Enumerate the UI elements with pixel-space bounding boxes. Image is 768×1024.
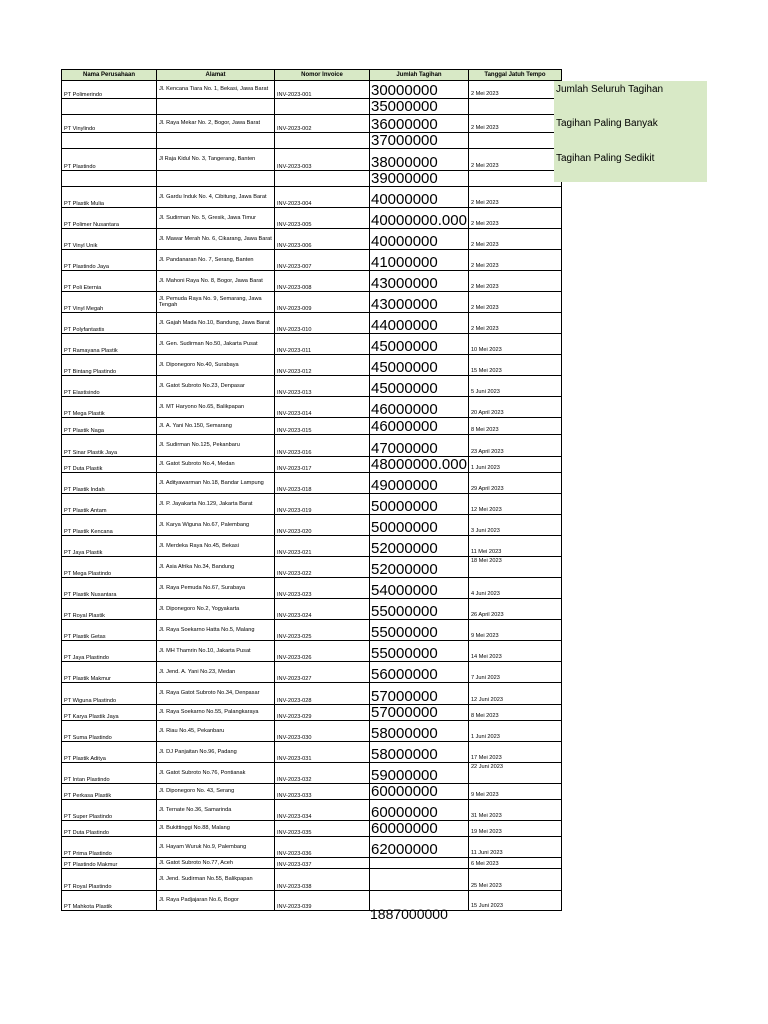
address-cell[interactable]: Jl. Gatot Subroto No.77, Aceh bbox=[157, 858, 275, 869]
amount-cell[interactable]: 54000000 bbox=[370, 578, 469, 599]
company-cell[interactable]: PT Plastik Nusantara bbox=[62, 578, 157, 599]
table-row bbox=[62, 515, 562, 536]
amount-cell[interactable]: 60000000 bbox=[370, 784, 469, 800]
invoice-cell[interactable]: INV-2023-034 bbox=[275, 800, 370, 821]
invoice-cell[interactable]: INV-2023-027 bbox=[275, 662, 370, 683]
address-cell[interactable]: Jl. Raya Soekarno Hatta No.5, Malang bbox=[157, 620, 275, 641]
table-row bbox=[62, 837, 562, 858]
table-row bbox=[62, 536, 562, 557]
amount-cell[interactable]: 58000000 bbox=[370, 721, 469, 742]
invoice-cell[interactable]: INV-2023-031 bbox=[275, 742, 370, 763]
address-cell[interactable]: Jl. Pandanaran No. 7, Serang, Banten bbox=[157, 250, 275, 271]
company-cell[interactable]: PT Poli Eternia bbox=[62, 271, 157, 292]
amount-cell[interactable]: 47000000 bbox=[370, 435, 469, 457]
amount-cell[interactable]: 36000000 bbox=[370, 115, 469, 133]
company-cell[interactable]: PT Vinylindo bbox=[62, 115, 157, 133]
company-cell[interactable]: PT Plastik Indah bbox=[62, 473, 157, 494]
invoice-cell[interactable]: INV-2023-036 bbox=[275, 837, 370, 858]
due-date-cell[interactable]: 2 Mei 2023 bbox=[468, 81, 561, 99]
address-cell[interactable]: Jl. Sudirman No.125, Pekanbaru bbox=[157, 435, 275, 457]
invoice-cell[interactable]: INV-2023-001 bbox=[275, 81, 370, 99]
company-cell[interactable]: PT Vinyl Unik bbox=[62, 229, 157, 250]
due-date-cell[interactable]: 11 Mei 2023 bbox=[468, 536, 561, 557]
address-cell[interactable]: Jl. Raya Mekar No. 2, Bogor, Jawa Barat bbox=[157, 115, 275, 133]
company-cell[interactable]: PT Elastisindo bbox=[62, 376, 157, 397]
company-cell[interactable]: PT Plastik Kencana bbox=[62, 515, 157, 536]
amount-cell[interactable]: 55000000 bbox=[370, 620, 469, 641]
table-row bbox=[62, 662, 562, 683]
invoice-cell[interactable]: INV-2023-005 bbox=[275, 208, 370, 229]
amount-cell[interactable]: 40000000 bbox=[370, 187, 469, 208]
table-row bbox=[62, 292, 562, 313]
due-date-cell[interactable]: 2 Mei 2023 bbox=[468, 292, 561, 313]
address-cell[interactable]: Jl. Jend. Sudirman No.55, Balikpapan bbox=[157, 869, 275, 891]
invoice-cell[interactable]: INV-2023-009 bbox=[275, 292, 370, 313]
address-cell[interactable]: Jl. Jend. A. Yani No.23, Medan bbox=[157, 662, 275, 683]
due-date-cell[interactable]: 11 Juni 2023 bbox=[468, 837, 561, 858]
due-date-cell[interactable]: 4 Juni 2023 bbox=[468, 578, 561, 599]
table-row bbox=[62, 171, 562, 187]
invoice-cell[interactable]: INV-2023-008 bbox=[275, 271, 370, 292]
address-cell[interactable]: Jl. Adityawarman No.18, Bandar Lampung bbox=[157, 473, 275, 494]
table-row bbox=[62, 683, 562, 705]
header-due-date[interactable]: Tanggal Jatuh Tempo bbox=[468, 70, 561, 81]
table-row bbox=[62, 494, 562, 515]
company-cell[interactable]: PT Jaya Plastik bbox=[62, 536, 157, 557]
invoice-cell[interactable]: INV-2023-004 bbox=[275, 187, 370, 208]
table-row bbox=[62, 557, 562, 578]
company-cell[interactable]: PT Perkasa Plastik bbox=[62, 784, 157, 800]
company-cell[interactable]: PT Duta Plastindo bbox=[62, 821, 157, 837]
table-row bbox=[62, 250, 562, 271]
header-address[interactable]: Alamat bbox=[157, 70, 275, 81]
due-date-cell[interactable] bbox=[468, 171, 561, 187]
company-cell[interactable]: PT Karya Plastik Jaya bbox=[62, 705, 157, 721]
table-row bbox=[62, 578, 562, 599]
address-cell[interactable]: Jl. Diponegoro No.2, Yogyakarta bbox=[157, 599, 275, 620]
address-cell[interactable]: Jl. Gajah Mada No.10, Bandung, Jawa Barat bbox=[157, 313, 275, 334]
invoice-cell[interactable]: INV-2023-033 bbox=[275, 784, 370, 800]
table-row bbox=[62, 763, 562, 784]
due-date-cell[interactable]: 17 Mei 2023 bbox=[468, 742, 561, 763]
company-cell[interactable]: PT Mega Plastindo bbox=[62, 557, 157, 578]
amount-cell[interactable]: 41000000 bbox=[370, 250, 469, 271]
address-cell[interactable]: Jl. Raya Pemuda No.67, Surabaya bbox=[157, 578, 275, 599]
due-date-cell[interactable]: 6 Mei 2023 bbox=[468, 858, 561, 869]
invoice-cell[interactable]: INV-2023-029 bbox=[275, 705, 370, 721]
amount-cell[interactable]: 55000000 bbox=[370, 641, 469, 662]
invoice-cell[interactable] bbox=[275, 171, 370, 187]
address-cell[interactable]: Jl Raja Kidul No. 3, Tangerang, Banten bbox=[157, 149, 275, 171]
due-date-cell[interactable]: 25 Mei 2023 bbox=[468, 869, 561, 891]
invoice-cell[interactable]: INV-2023-007 bbox=[275, 250, 370, 271]
company-cell[interactable]: PT Mahkota Plastik bbox=[62, 891, 157, 911]
table-row bbox=[62, 705, 562, 721]
invoice-cell[interactable]: INV-2023-016 bbox=[275, 435, 370, 457]
amount-cell[interactable]: 43000000 bbox=[370, 292, 469, 313]
address-cell[interactable]: Jl. Merdeka Raya No.45, Bekasi bbox=[157, 536, 275, 557]
invoice-cell[interactable]: INV-2023-013 bbox=[275, 376, 370, 397]
table-row bbox=[62, 435, 562, 457]
invoice-cell[interactable]: INV-2023-011 bbox=[275, 334, 370, 355]
company-cell[interactable]: PT Plastik Makmur bbox=[62, 662, 157, 683]
table-row bbox=[62, 149, 562, 171]
table-row bbox=[62, 721, 562, 742]
company-cell[interactable]: PT Ramayana Plastik bbox=[62, 334, 157, 355]
company-cell[interactable]: PT Plastik Aditya bbox=[62, 742, 157, 763]
table-row bbox=[62, 115, 562, 133]
company-cell[interactable]: PT Super Plastindo bbox=[62, 800, 157, 821]
amount-cell[interactable]: 58000000 bbox=[370, 742, 469, 763]
invoice-cell[interactable]: INV-2023-028 bbox=[275, 683, 370, 705]
table-row bbox=[62, 821, 562, 837]
due-date-cell[interactable]: 8 Mei 2023 bbox=[468, 705, 561, 721]
table-row bbox=[62, 376, 562, 397]
amount-cell[interactable]: 38000000 bbox=[370, 149, 469, 171]
invoice-cell[interactable]: INV-2023-002 bbox=[275, 115, 370, 133]
table-row bbox=[62, 208, 562, 229]
due-date-cell[interactable]: 5 Juni 2023 bbox=[468, 376, 561, 397]
invoice-cell[interactable]: INV-2023-021 bbox=[275, 536, 370, 557]
address-cell[interactable]: Jl. DJ Panjaitan No.96, Padang bbox=[157, 742, 275, 763]
address-cell[interactable]: Jl. Gatot Subroto No.4, Medan bbox=[157, 457, 275, 473]
header-invoice[interactable]: Nomor Invoice bbox=[275, 70, 370, 81]
amount-cell[interactable]: 52000000 bbox=[370, 536, 469, 557]
due-date-cell[interactable]: 2 Mei 2023 bbox=[468, 208, 561, 229]
due-date-cell[interactable] bbox=[468, 99, 561, 115]
company-cell[interactable]: PT Suma Plastindo bbox=[62, 721, 157, 742]
table-row bbox=[62, 784, 562, 800]
due-date-cell[interactable]: 12 Mei 2023 bbox=[468, 494, 561, 515]
invoice-cell[interactable]: INV-2023-015 bbox=[275, 418, 370, 435]
due-date-cell[interactable]: 2 Mei 2023 bbox=[468, 229, 561, 250]
table-row bbox=[62, 641, 562, 662]
address-cell[interactable]: Jl. MH Thamrin No.10, Jakarta Pusat bbox=[157, 641, 275, 662]
address-cell[interactable] bbox=[157, 133, 275, 149]
company-cell[interactable]: PT Duta Plastik bbox=[62, 457, 157, 473]
address-cell[interactable]: Jl. Bukittinggi No.88, Malang bbox=[157, 821, 275, 837]
address-cell[interactable]: Jl. Ternate No.36, Samarinda bbox=[157, 800, 275, 821]
due-date-cell[interactable]: 22 Juni 2023 bbox=[468, 763, 561, 784]
address-cell[interactable]: Jl. Raya Padjajaran No.6, Bogor bbox=[157, 891, 275, 911]
table-row bbox=[62, 271, 562, 292]
invoice-cell[interactable]: INV-2023-020 bbox=[275, 515, 370, 536]
amount-cell[interactable]: 60000000 bbox=[370, 821, 469, 837]
due-date-cell[interactable]: 14 Mei 2023 bbox=[468, 641, 561, 662]
due-date-cell[interactable]: 7 Juni 2023 bbox=[468, 662, 561, 683]
table-row bbox=[62, 229, 562, 250]
amount-cell[interactable]: 40000000.000 bbox=[370, 208, 469, 229]
address-cell[interactable]: Jl. Diponegoro No. 43, Serang bbox=[157, 784, 275, 800]
invoice-cell[interactable]: INV-2023-032 bbox=[275, 763, 370, 784]
company-cell[interactable]: PT Royal Plastik bbox=[62, 599, 157, 620]
invoice-cell[interactable]: INV-2023-024 bbox=[275, 599, 370, 620]
amount-cell[interactable]: 45000000 bbox=[370, 376, 469, 397]
company-cell[interactable]: PT Plastik Getas bbox=[62, 620, 157, 641]
company-cell[interactable]: PT Plastik Mulia bbox=[62, 187, 157, 208]
invoice-cell[interactable]: INV-2023-037 bbox=[275, 858, 370, 869]
due-date-cell[interactable]: 20 April 2023 bbox=[468, 397, 561, 418]
due-date-cell[interactable]: 23 April 2023 bbox=[468, 435, 561, 457]
invoice-cell[interactable]: INV-2023-026 bbox=[275, 641, 370, 662]
due-date-cell[interactable]: 15 Juni 2023 bbox=[468, 891, 561, 911]
invoice-cell[interactable]: INV-2023-030 bbox=[275, 721, 370, 742]
address-cell[interactable]: Jl. Hayam Wuruk No.9, Palembang bbox=[157, 837, 275, 858]
address-cell[interactable]: Jl. Asia Afrika No.34, Bandung bbox=[157, 557, 275, 578]
invoice-cell[interactable]: INV-2023-017 bbox=[275, 457, 370, 473]
company-cell[interactable]: PT Polimerindo bbox=[62, 81, 157, 99]
company-cell[interactable]: PT Plastik Antam bbox=[62, 494, 157, 515]
due-date-cell[interactable]: 31 Mei 2023 bbox=[468, 800, 561, 821]
table-row bbox=[62, 742, 562, 763]
company-cell[interactable]: PT Intan Plastindo bbox=[62, 763, 157, 784]
amount-cell[interactable]: 49000000 bbox=[370, 473, 469, 494]
address-cell[interactable]: Jl. Raya Soekarno No.55, Palangkaraya bbox=[157, 705, 275, 721]
address-cell[interactable]: Jl. MT Haryono No.65, Balikpapan bbox=[157, 397, 275, 418]
company-cell[interactable]: PT Wiguna Plastindo bbox=[62, 683, 157, 705]
company-cell[interactable]: PT Vinyl Megah bbox=[62, 292, 157, 313]
due-date-cell[interactable]: 2 Mei 2023 bbox=[468, 187, 561, 208]
amount-cell[interactable]: 57000000 bbox=[370, 683, 469, 705]
header-amount[interactable]: Jumlah Tagihan bbox=[370, 70, 469, 81]
table-row bbox=[62, 473, 562, 494]
invoice-cell[interactable]: INV-2023-006 bbox=[275, 229, 370, 250]
table-row bbox=[62, 457, 562, 473]
due-date-cell[interactable]: 2 Mei 2023 bbox=[468, 115, 561, 133]
amount-cell[interactable]: 57000000 bbox=[370, 705, 469, 721]
address-cell[interactable]: Jl. Kencana Tiara No. 1, Bekasi, Jawa Barat bbox=[157, 81, 275, 99]
due-date-cell[interactable]: 2 Mei 2023 bbox=[468, 271, 561, 292]
table-row bbox=[62, 133, 562, 149]
table-row bbox=[62, 313, 562, 334]
company-cell[interactable]: PT Plastindo Jaya bbox=[62, 250, 157, 271]
company-cell[interactable]: PT Polimer Nusantara bbox=[62, 208, 157, 229]
amount-cell[interactable]: 37000000 bbox=[370, 133, 469, 149]
due-date-cell[interactable]: 10 Mei 2023 bbox=[468, 334, 561, 355]
due-date-cell[interactable]: 2 Mei 2023 bbox=[468, 149, 561, 171]
due-date-cell[interactable]: 18 Mei 2023 bbox=[468, 557, 561, 578]
amount-cell[interactable]: 45000000 bbox=[370, 334, 469, 355]
due-date-cell[interactable]: 2 Mei 2023 bbox=[468, 313, 561, 334]
table-row bbox=[62, 418, 562, 435]
invoice-cell[interactable]: INV-2023-010 bbox=[275, 313, 370, 334]
company-cell[interactable]: PT Prima Plastindo bbox=[62, 837, 157, 858]
invoice-table bbox=[61, 69, 562, 911]
address-cell[interactable]: Jl. Sudirman No. 5, Gresik, Jawa Timur bbox=[157, 208, 275, 229]
invoice-cell[interactable]: INV-2023-003 bbox=[275, 149, 370, 171]
amount-cell[interactable] bbox=[370, 869, 469, 891]
table-row bbox=[62, 81, 562, 99]
address-cell[interactable]: Jl. Gardu Induk No. 4, Cibitung, Jawa Barat bbox=[157, 187, 275, 208]
address-cell[interactable]: Jl. Diponegoro No.40, Surabaya bbox=[157, 355, 275, 376]
amount-cell[interactable]: 39000000 bbox=[370, 171, 469, 187]
due-date-cell[interactable]: 9 Mei 2023 bbox=[468, 784, 561, 800]
due-date-cell[interactable]: 8 Mei 2023 bbox=[468, 418, 561, 435]
invoice-cell[interactable]: INV-2023-018 bbox=[275, 473, 370, 494]
due-date-cell[interactable] bbox=[468, 133, 561, 149]
invoice-cell[interactable]: INV-2023-023 bbox=[275, 578, 370, 599]
invoice-cell[interactable]: INV-2023-035 bbox=[275, 821, 370, 837]
table-row bbox=[62, 334, 562, 355]
min-label[interactable]: Tagihan Paling Sedikit bbox=[556, 153, 655, 164]
due-date-cell[interactable]: 12 Juni 2023 bbox=[468, 683, 561, 705]
address-cell[interactable]: Jl. Riau No.45, Pekanbaru bbox=[157, 721, 275, 742]
header-company[interactable]: Nama Perusahaan bbox=[62, 70, 157, 81]
company-cell[interactable] bbox=[62, 133, 157, 149]
table-row bbox=[62, 800, 562, 821]
amount-cell[interactable]: 30000000 bbox=[370, 81, 469, 99]
address-cell[interactable] bbox=[157, 171, 275, 187]
due-date-cell[interactable]: 1 Juni 2023 bbox=[468, 721, 561, 742]
amount-cell[interactable]: 43000000 bbox=[370, 271, 469, 292]
amount-cell[interactable]: 55000000 bbox=[370, 599, 469, 620]
due-date-cell[interactable]: 3 Juni 2023 bbox=[468, 515, 561, 536]
max-label[interactable]: Tagihan Paling Banyak bbox=[556, 118, 658, 129]
invoice-cell[interactable] bbox=[275, 99, 370, 115]
company-cell[interactable]: PT Mega Plastik bbox=[62, 397, 157, 418]
address-cell[interactable]: Jl. Pemuda Raya No. 9, Semarang, Jawa Tengah bbox=[157, 292, 275, 313]
amount-cell[interactable]: 48000000.000 bbox=[371, 456, 467, 473]
due-date-cell[interactable]: 19 Mei 2023 bbox=[468, 821, 561, 837]
address-cell[interactable]: Jl. Raya Gatot Subroto No.34, Denpasar bbox=[157, 683, 275, 705]
amount-cell[interactable]: 46000000 bbox=[370, 418, 469, 435]
due-date-cell[interactable]: 1 Juni 2023 bbox=[468, 457, 561, 473]
grand-total-value[interactable]: 1887000000 bbox=[370, 906, 448, 922]
amount-cell[interactable]: 35000000 bbox=[370, 99, 469, 115]
amount-cell[interactable]: 56000000 bbox=[370, 662, 469, 683]
table-row bbox=[62, 599, 562, 620]
amount-cell[interactable]: 44000000 bbox=[370, 313, 469, 334]
invoice-cell[interactable]: INV-2023-019 bbox=[275, 494, 370, 515]
due-date-cell[interactable]: 15 Mei 2023 bbox=[468, 355, 561, 376]
amount-cell[interactable]: 62000000 bbox=[370, 837, 469, 858]
amount-cell[interactable]: 52000000 bbox=[370, 557, 469, 578]
address-cell[interactable]: Jl. Gatot Subroto No.76, Pontianak bbox=[157, 763, 275, 784]
address-cell[interactable] bbox=[157, 99, 275, 115]
amount-cell[interactable]: 45000000 bbox=[370, 355, 469, 376]
amount-cell[interactable]: 50000000 bbox=[370, 494, 469, 515]
company-cell[interactable] bbox=[62, 99, 157, 115]
table-row bbox=[62, 858, 562, 869]
table-body bbox=[62, 81, 562, 911]
table-row bbox=[62, 187, 562, 208]
table-row bbox=[62, 397, 562, 418]
address-cell[interactable]: Jl. Mahoni Raya No. 8, Bogor, Jawa Barat bbox=[157, 271, 275, 292]
invoice-cell[interactable]: INV-2023-014 bbox=[275, 397, 370, 418]
invoice-cell[interactable]: INV-2023-022 bbox=[275, 557, 370, 578]
company-cell[interactable]: PT Polyfantastis bbox=[62, 313, 157, 334]
amount-cell[interactable] bbox=[370, 858, 469, 869]
table-row bbox=[62, 869, 562, 891]
summary-panel bbox=[554, 81, 707, 182]
table-row bbox=[62, 891, 562, 911]
header-row bbox=[62, 70, 562, 81]
invoice-cell[interactable]: INV-2023-038 bbox=[275, 869, 370, 891]
total-label[interactable]: Jumlah Seluruh Tagihan bbox=[556, 84, 664, 95]
amount-cell[interactable]: 40000000 bbox=[370, 229, 469, 250]
due-date-cell[interactable]: 9 Mei 2023 bbox=[468, 620, 561, 641]
address-cell[interactable]: Jl. P. Jayakarta No.129, Jakarta Barat bbox=[157, 494, 275, 515]
amount-cell[interactable]: 46000000 bbox=[370, 397, 469, 418]
company-cell[interactable]: PT Royal Plastindo bbox=[62, 869, 157, 891]
company-cell[interactable]: PT Plastindo Makmur bbox=[62, 858, 157, 869]
due-date-cell[interactable]: 2 Mei 2023 bbox=[468, 250, 561, 271]
invoice-cell[interactable]: INV-2023-025 bbox=[275, 620, 370, 641]
company-cell[interactable]: PT Sinar Plastik Jaya bbox=[62, 435, 157, 457]
amount-cell[interactable]: 50000000 bbox=[370, 515, 469, 536]
table-row bbox=[62, 355, 562, 376]
table-row bbox=[62, 99, 562, 115]
company-cell[interactable]: PT Plastindo bbox=[62, 149, 157, 171]
amount-cell[interactable]: 59000000 bbox=[370, 763, 469, 784]
address-cell[interactable]: Jl. Gen. Sudirman No.50, Jakarta Pusat bbox=[157, 334, 275, 355]
invoice-cell[interactable]: INV-2023-039 bbox=[275, 891, 370, 911]
due-date-cell[interactable]: 29 April 2023 bbox=[468, 473, 561, 494]
address-cell[interactable]: Jl. Karya Wiguna No.67, Palembang bbox=[157, 515, 275, 536]
amount-cell[interactable]: 60000000 bbox=[370, 800, 469, 821]
due-date-cell[interactable]: 26 April 2023 bbox=[468, 599, 561, 620]
company-cell[interactable] bbox=[62, 171, 157, 187]
invoice-cell[interactable] bbox=[275, 133, 370, 149]
company-cell[interactable]: PT Plastik Naga bbox=[62, 418, 157, 435]
company-cell[interactable]: PT Jaya Plastindo bbox=[62, 641, 157, 662]
table-row bbox=[62, 620, 562, 641]
address-cell[interactable]: Jl. A. Yani No.150, Semarang bbox=[157, 418, 275, 435]
address-cell[interactable]: Jl. Gatot Subroto No.23, Denpasar bbox=[157, 376, 275, 397]
address-cell[interactable]: Jl. Mawar Merah No. 6, Cikarang, Jawa Barat bbox=[157, 229, 275, 250]
company-cell[interactable]: PT Bintang Plastindo bbox=[62, 355, 157, 376]
invoice-cell[interactable]: INV-2023-012 bbox=[275, 355, 370, 376]
